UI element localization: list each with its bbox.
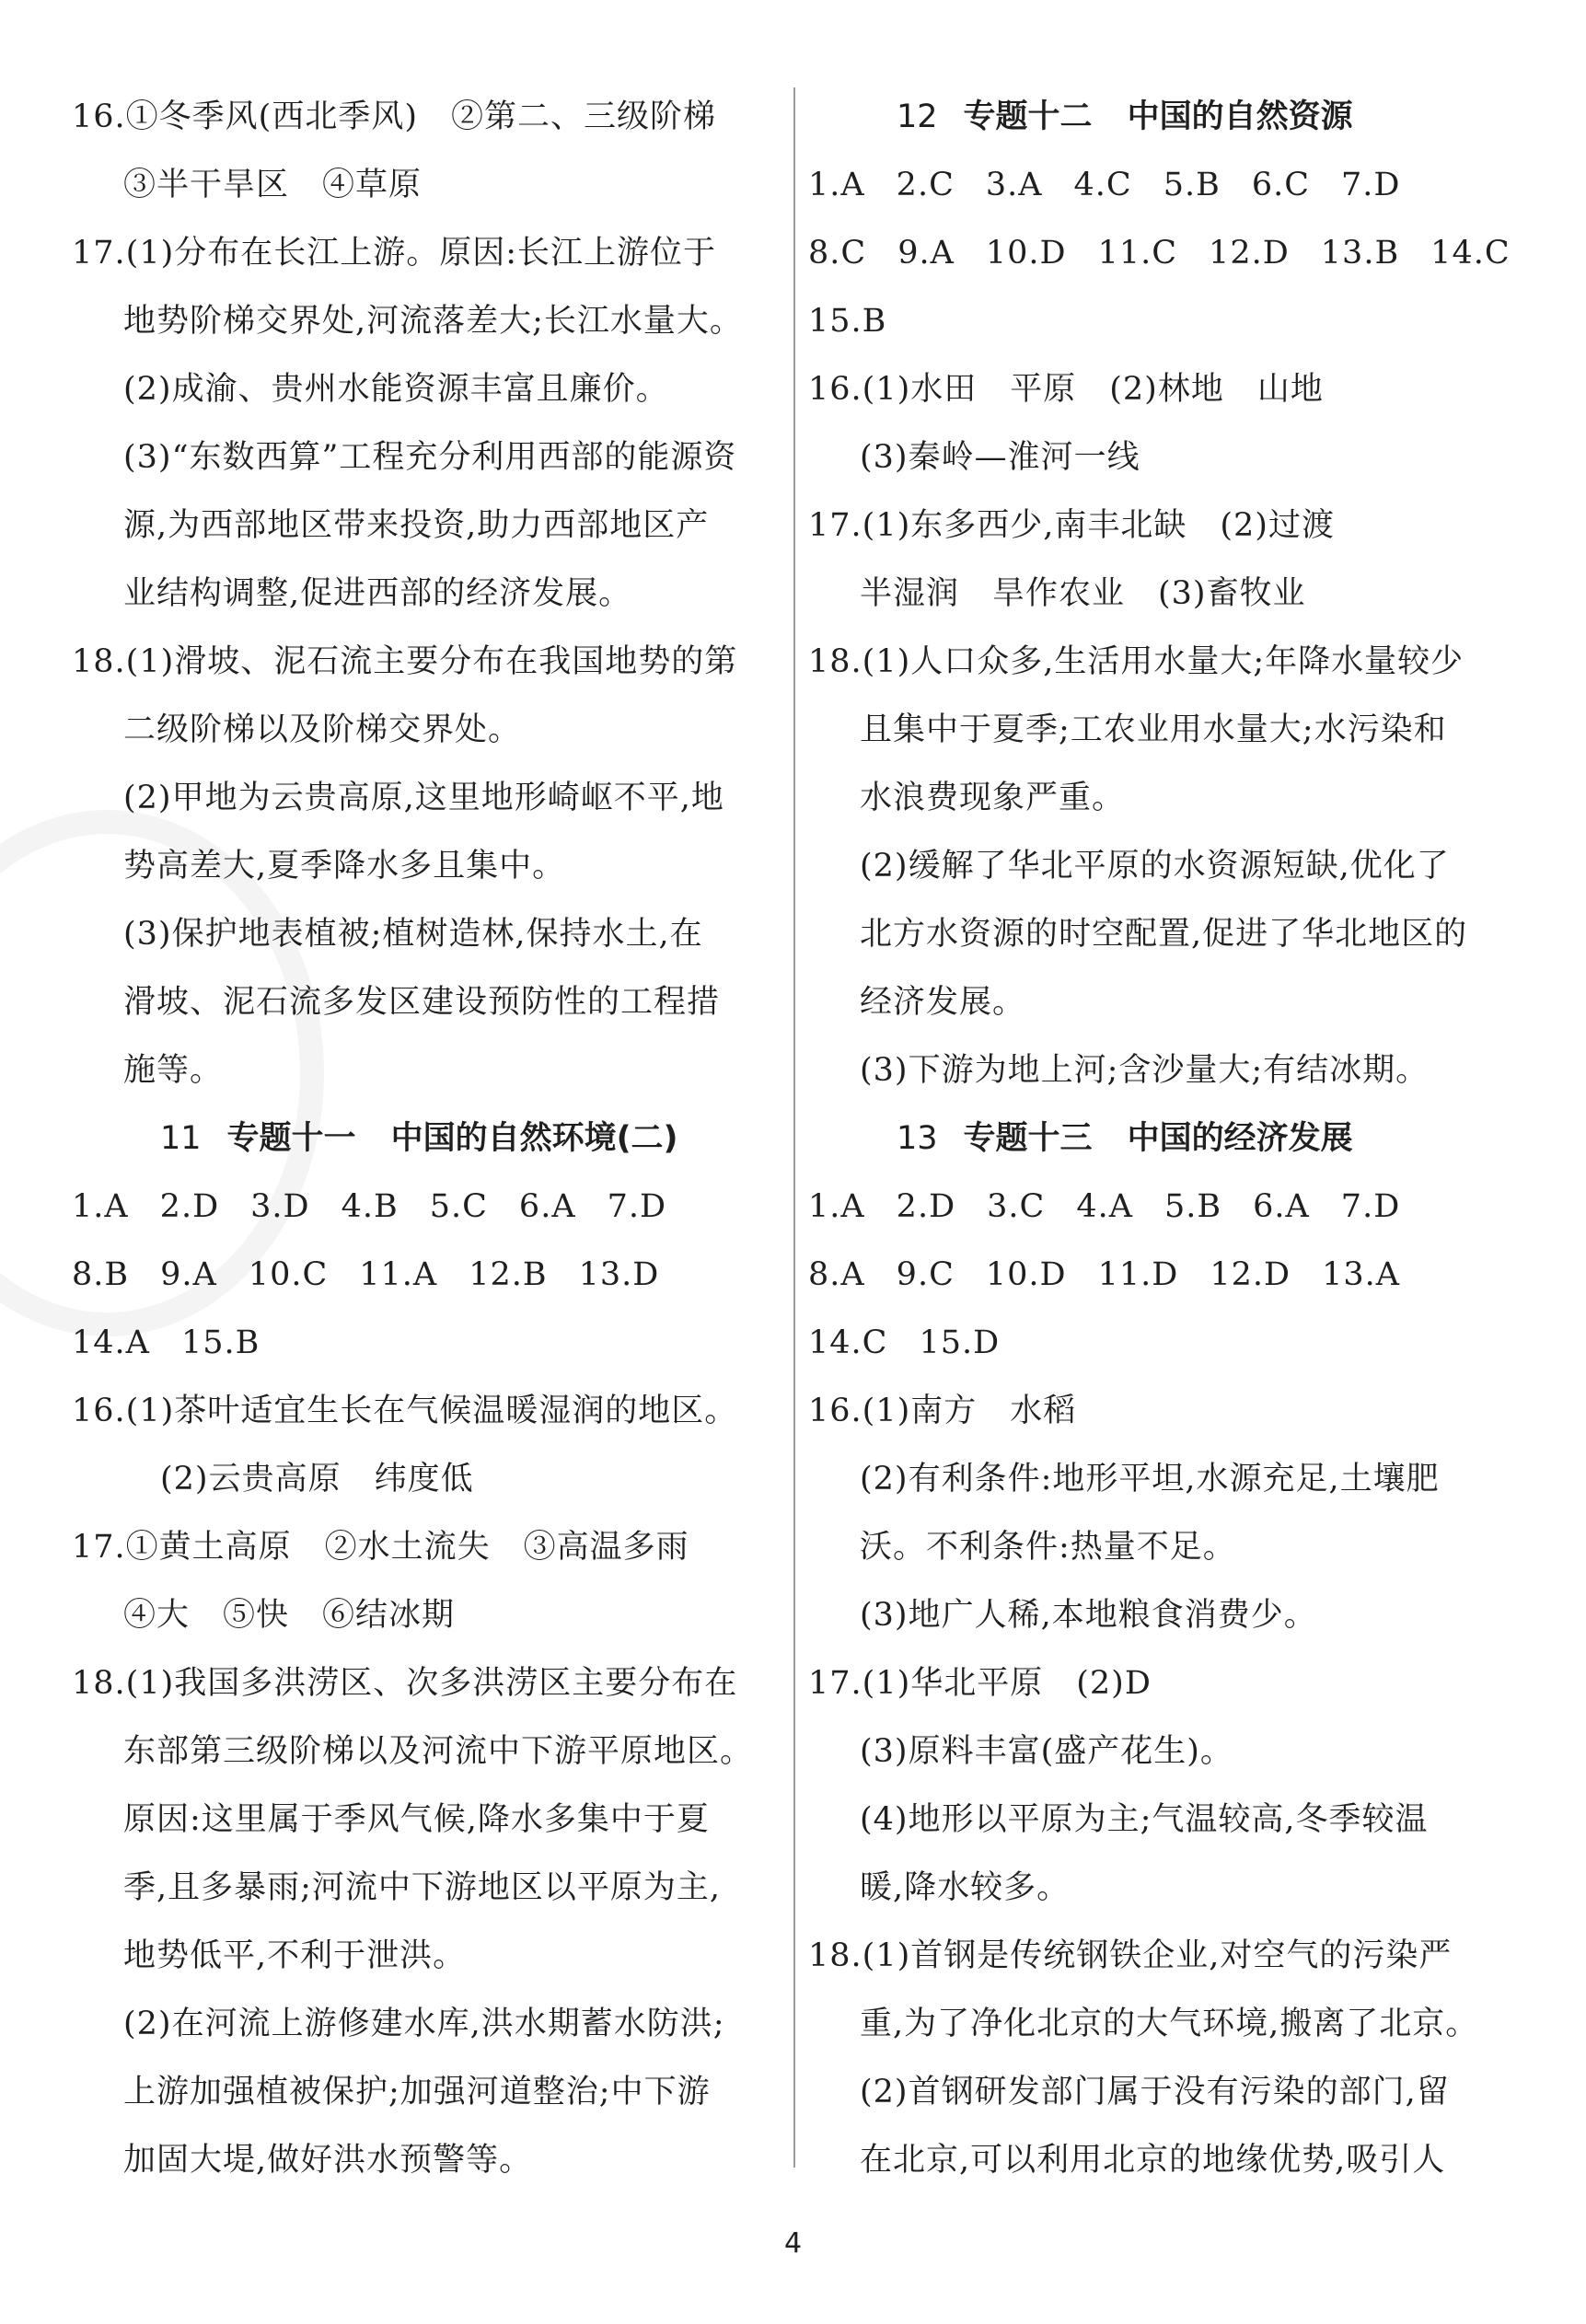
answer-line: 势高差大,夏季降水多且集中。 bbox=[123, 848, 566, 885]
choice-answers-row bbox=[72, 1309, 799, 1377]
choice-answer: 2.D bbox=[159, 1188, 220, 1225]
choice-answers-row bbox=[808, 1173, 1531, 1241]
choice-answer: 14.C bbox=[1430, 235, 1511, 272]
answer-line: 18.(1)人口众多,生活用水量大;年降水量较少 bbox=[808, 643, 1464, 680]
choice-answer: 7.D bbox=[607, 1188, 667, 1225]
left-column bbox=[72, 83, 799, 2194]
choice-answer: 1.A bbox=[808, 1188, 865, 1225]
answer-line: 经济发展。 bbox=[860, 984, 1026, 1021]
choice-answer: 13.D bbox=[578, 1256, 660, 1293]
section-number: 12 bbox=[897, 98, 938, 135]
choice-answer: 2.D bbox=[896, 1188, 956, 1225]
choice-answer: 9.C bbox=[896, 1256, 955, 1293]
answer-line: 加固大堤,做好洪水预警等。 bbox=[123, 2142, 533, 2179]
answer-line: ④大 ⑤快 ⑥结冰期 bbox=[123, 1597, 456, 1634]
section-number: 13 bbox=[897, 1120, 938, 1157]
answer-line: 沃。不利条件:热量不足。 bbox=[860, 1529, 1236, 1566]
choice-answer: 8.A bbox=[808, 1256, 865, 1293]
section-heading-11 bbox=[72, 1104, 799, 1173]
answer-line: 半湿润 旱作农业 (3)畜牧业 bbox=[860, 575, 1306, 612]
answer-line: (2)成渝、贵州水能资源丰富且廉价。 bbox=[123, 371, 669, 408]
answer-line: 业结构调整,促进西部的经济发展。 bbox=[123, 575, 632, 612]
section-title: 中国的经济发展 bbox=[1127, 1120, 1353, 1157]
choice-answer: 10.D bbox=[985, 235, 1067, 272]
choice-answer: 6.C bbox=[1251, 167, 1311, 203]
answer-line: 18.(1)滑坡、泥石流主要分布在我国地势的第 bbox=[72, 643, 738, 680]
answer-line: (3)保护地表植被;植树造林,保持水土,在 bbox=[123, 916, 703, 953]
answer-line: (2)有利条件:地形平坦,水源充足,土壤肥 bbox=[860, 1461, 1440, 1497]
section-heading-13 bbox=[808, 1104, 1531, 1173]
answer-line: 水浪费现象严重。 bbox=[860, 780, 1126, 816]
answer-line: (2)云贵高原 纬度低 bbox=[160, 1461, 474, 1497]
answer-line: 原因:这里属于季风气候,降水多集中于夏 bbox=[123, 1801, 710, 1838]
choice-answers-row bbox=[808, 287, 1531, 355]
answer-line: (3)“东数西算”工程充分利用西部的能源资 bbox=[123, 439, 737, 476]
answer-line: 季,且多暴雨;河流中下游地区以平原为主, bbox=[123, 1869, 722, 1906]
section-number: 11 bbox=[160, 1120, 202, 1157]
choice-answer: 3.A bbox=[985, 167, 1043, 203]
choice-answer: 12.D bbox=[1209, 235, 1290, 272]
choice-answer: 6.A bbox=[518, 1188, 576, 1225]
choice-answer: 11.C bbox=[1097, 235, 1178, 272]
choice-answer: 9.A bbox=[897, 235, 955, 272]
answer-line: 东部第三级阶梯以及河流中下游平原地区。 bbox=[123, 1733, 754, 1770]
answer-line: 滑坡、泥石流多发区建设预防性的工程措 bbox=[123, 984, 721, 1021]
section-label: 专题十一 bbox=[226, 1120, 356, 1157]
answer-line: (2)甲地为云贵高原,这里地形崎岖不平,地 bbox=[123, 780, 724, 816]
choice-answer: 14.A bbox=[72, 1324, 150, 1361]
answer-line: 17.(1)华北平原 (2)D bbox=[808, 1665, 1152, 1702]
choice-answer: 1.A bbox=[808, 167, 865, 203]
section-title: 中国的自然资源 bbox=[1127, 98, 1353, 135]
answer-line: 重,为了净化北京的大气环境,搬离了北京。 bbox=[860, 2006, 1479, 2042]
choice-answer: 2.C bbox=[896, 167, 955, 203]
choice-answer: 13.B bbox=[1320, 235, 1400, 272]
choice-answer: 15.B bbox=[180, 1324, 260, 1361]
answer-line: (2)在河流上游修建水库,洪水期蓄水防洪; bbox=[123, 2006, 725, 2042]
choice-answer: 13.A bbox=[1322, 1256, 1400, 1293]
answer-line: 施等。 bbox=[123, 1052, 224, 1089]
answer-line: 16.①冬季风(西北季风) ②第二、三级阶梯 bbox=[72, 98, 716, 135]
answer-line: 16.(1)茶叶适宜生长在气候温暖湿润的地区。 bbox=[72, 1393, 738, 1429]
answer-line: 地势低平,不利于泄洪。 bbox=[123, 1937, 467, 1974]
choice-answer: 4.C bbox=[1073, 167, 1132, 203]
choice-answers-row bbox=[808, 1241, 1531, 1309]
answer-line: 地势阶梯交界处,河流落差大;长江水量大。 bbox=[123, 303, 743, 340]
choice-answer: 5.B bbox=[1164, 1188, 1222, 1225]
choice-answer: 6.A bbox=[1253, 1188, 1310, 1225]
choice-answer: 7.D bbox=[1341, 167, 1401, 203]
choice-answer: 4.B bbox=[341, 1188, 399, 1225]
choice-answers-row bbox=[72, 1173, 799, 1241]
choice-answer: 5.B bbox=[1163, 167, 1221, 203]
choice-answer: 3.C bbox=[987, 1188, 1046, 1225]
answer-line: 在北京,可以利用北京的地缘优势,吸引人 bbox=[860, 2142, 1446, 2179]
choice-answer: 10.D bbox=[985, 1256, 1067, 1293]
answer-line: (2)缓解了华北平原的水资源短缺,优化了 bbox=[860, 848, 1450, 885]
choice-answers-row bbox=[808, 1309, 1531, 1377]
choice-answer: 10.C bbox=[248, 1256, 329, 1293]
answer-line: 暖,降水较多。 bbox=[860, 1869, 1071, 1906]
answer-line: 17.①黄土高原 ②水土流失 ③高温多雨 bbox=[72, 1529, 689, 1566]
page-number: 4 bbox=[783, 2227, 803, 2260]
choice-answer: 4.A bbox=[1076, 1188, 1133, 1225]
answer-line: 17.(1)分布在长江上游。原因:长江上游位于 bbox=[72, 235, 717, 272]
answer-line: 源,为西部地区带来投资,助力西部地区产 bbox=[123, 507, 710, 544]
answer-line: 17.(1)东多西少,南丰北缺 (2)过渡 bbox=[808, 507, 1335, 544]
answer-line: (3)原料丰富(盛产花生)。 bbox=[860, 1733, 1233, 1770]
answer-line: 16.(1)南方 水稻 bbox=[808, 1393, 1077, 1429]
choice-answer: 11.A bbox=[359, 1256, 438, 1293]
choice-answer: 9.A bbox=[160, 1256, 217, 1293]
choice-answer: 8.B bbox=[72, 1256, 130, 1293]
answer-line: 18.(1)我国多洪涝区、次多洪涝区主要分布在 bbox=[72, 1665, 738, 1702]
choice-answer: 12.D bbox=[1210, 1256, 1291, 1293]
section-label: 专题十三 bbox=[963, 1120, 1093, 1157]
choice-answer: 1.A bbox=[72, 1188, 129, 1225]
answer-line: (3)地广人稀,本地粮食消费少。 bbox=[860, 1597, 1317, 1634]
choice-answer: 15.B bbox=[808, 303, 887, 340]
right-column bbox=[808, 83, 1531, 2194]
answer-line: ③半干旱区 ④草原 bbox=[123, 167, 423, 203]
choice-answer: 11.D bbox=[1097, 1256, 1179, 1293]
choice-answer: 15.D bbox=[919, 1324, 1001, 1361]
answer-line: (3)下游为地上河;含沙量大;有结冰期。 bbox=[860, 1052, 1430, 1089]
choice-answer: 14.C bbox=[808, 1324, 888, 1361]
answer-line: 北方水资源的时空配置,促进了华北地区的 bbox=[860, 916, 1468, 953]
section-heading-12 bbox=[808, 83, 1531, 151]
choice-answers-row bbox=[808, 219, 1531, 287]
choice-answer: 8.C bbox=[808, 235, 867, 272]
choice-answers-row bbox=[72, 1241, 799, 1309]
choice-answer: 7.D bbox=[1340, 1188, 1401, 1225]
section-label: 专题十二 bbox=[963, 98, 1093, 135]
choice-answer: 12.B bbox=[469, 1256, 548, 1293]
answer-line: 二级阶梯以及阶梯交界处。 bbox=[123, 711, 522, 748]
answer-line: (2)首钢研发部门属于没有污染的部门,留 bbox=[860, 2074, 1450, 2110]
choice-answer: 3.D bbox=[250, 1188, 310, 1225]
answer-line: 18.(1)首钢是传统钢铁企业,对空气的污染严 bbox=[808, 1937, 1453, 1974]
choice-answers-row bbox=[808, 151, 1531, 219]
answer-line: (3)秦岭—淮河一线 bbox=[860, 439, 1140, 476]
section-title: 中国的自然环境(二) bbox=[390, 1120, 678, 1157]
answer-line: (4)地形以平原为主;气温较高,冬季较温 bbox=[860, 1801, 1429, 1838]
answer-line: 且集中于夏季;工农业用水量大;水污染和 bbox=[860, 711, 1447, 748]
answer-line: 16.(1)水田 平原 (2)林地 山地 bbox=[808, 371, 1324, 408]
answer-line: 上游加强植被保护;加强河道整治;中下游 bbox=[123, 2074, 711, 2110]
choice-answer: 5.C bbox=[429, 1188, 488, 1225]
